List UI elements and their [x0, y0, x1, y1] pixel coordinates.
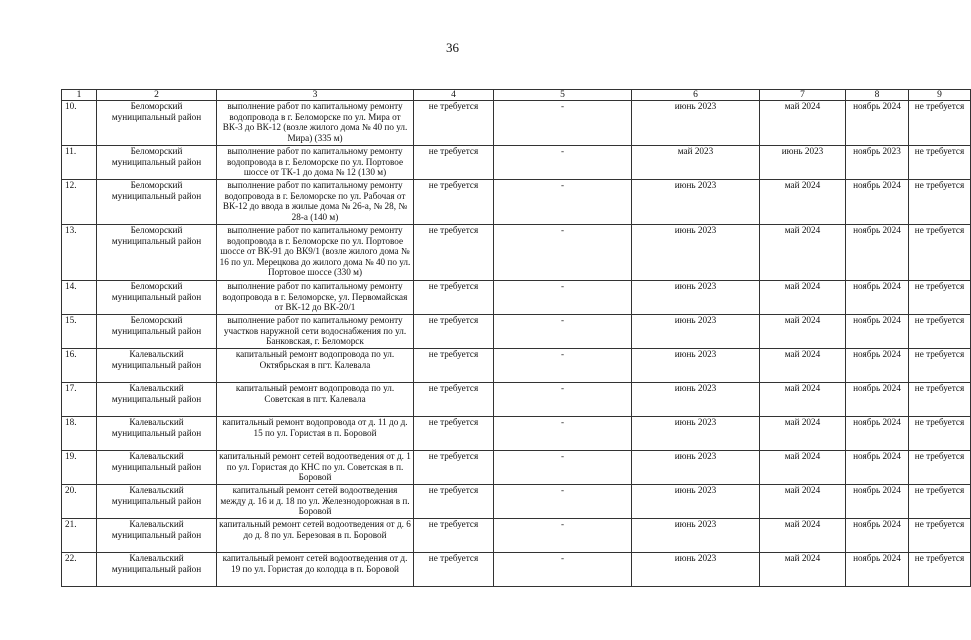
cell-col9: не требуется: [909, 281, 971, 315]
row-number: 11.: [62, 146, 97, 180]
cell-col7: май 2024: [760, 349, 846, 383]
cell-col8: ноябрь 2024: [846, 519, 909, 553]
cell-col7: май 2024: [760, 451, 846, 485]
table-row: [62, 451, 971, 485]
column-header: 3: [217, 90, 414, 101]
cell-col9: не требуется: [909, 101, 971, 146]
cell-col6: июнь 2023: [632, 485, 760, 519]
cell-col6: май 2023: [632, 146, 760, 180]
table-row: [62, 281, 971, 315]
district-cell: Калевальский муниципальный район: [97, 349, 217, 383]
column-header: 6: [632, 90, 760, 101]
cell-col6: июнь 2023: [632, 451, 760, 485]
cell-col5: -: [494, 315, 632, 349]
cell-col9: не требуется: [909, 417, 971, 451]
cell-col8: ноябрь 2024: [846, 101, 909, 146]
cell-col8: ноябрь 2024: [846, 349, 909, 383]
row-number: 16.: [62, 349, 97, 383]
cell-col5: -: [494, 417, 632, 451]
cell-col4: не требуется: [414, 519, 494, 553]
cell-col7: май 2024: [760, 553, 846, 587]
cell-col9: не требуется: [909, 315, 971, 349]
cell-col4: не требуется: [414, 383, 494, 417]
cell-col5: -: [494, 451, 632, 485]
cell-col7: май 2024: [760, 383, 846, 417]
table-row: [62, 383, 971, 417]
district-cell: Беломорский муниципальный район: [97, 146, 217, 180]
row-number: 22.: [62, 553, 97, 587]
column-header: 7: [760, 90, 846, 101]
cell-col5: -: [494, 180, 632, 225]
cell-col9: не требуется: [909, 225, 971, 281]
work-description-cell: капитальный ремонт сетей водоотведения от д. 19 по ул. Гористая до колодца в п. Боровой: [217, 553, 414, 587]
cell-col6: июнь 2023: [632, 180, 760, 225]
work-description-cell: капитальный ремонт сетей водоотведения от д. 6 до д. 8 по ул. Березовая в п. Боровой: [217, 519, 414, 553]
column-header: 9: [909, 90, 971, 101]
cell-col4: не требуется: [414, 281, 494, 315]
column-header: 4: [414, 90, 494, 101]
cell-col8: ноябрь 2024: [846, 553, 909, 587]
cell-col4: не требуется: [414, 146, 494, 180]
cell-col8: ноябрь 2024: [846, 485, 909, 519]
row-number: 19.: [62, 451, 97, 485]
cell-col9: не требуется: [909, 485, 971, 519]
row-number: 20.: [62, 485, 97, 519]
cell-col6: июнь 2023: [632, 101, 760, 146]
cell-col8: ноябрь 2024: [846, 417, 909, 451]
work-description-cell: выполнение работ по капитальному ремонту водопровода в г. Беломорске, ул. Первомайская от ВК-12 до ВК-20/1: [217, 281, 414, 315]
district-cell: Калевальский муниципальный район: [97, 383, 217, 417]
column-header: 8: [846, 90, 909, 101]
cell-col4: не требуется: [414, 101, 494, 146]
cell-col7: май 2024: [760, 315, 846, 349]
work-description-cell: капитальный ремонт сетей водоотведения между д. 16 и д. 18 по ул. Железнодорожная в п. Боровой: [217, 485, 414, 519]
cell-col5: -: [494, 485, 632, 519]
row-number: 10.: [62, 101, 97, 146]
cell-col4: не требуется: [414, 485, 494, 519]
district-cell: Калевальский муниципальный район: [97, 519, 217, 553]
cell-col4: не требуется: [414, 451, 494, 485]
cell-col5: -: [494, 146, 632, 180]
table-row: [62, 225, 971, 281]
district-cell: Калевальский муниципальный район: [97, 553, 217, 587]
cell-col7: май 2024: [760, 519, 846, 553]
cell-col6: июнь 2023: [632, 281, 760, 315]
table-row: [62, 315, 971, 349]
column-header: 1: [62, 90, 97, 101]
cell-col6: июнь 2023: [632, 553, 760, 587]
cell-col7: май 2024: [760, 485, 846, 519]
work-description-cell: выполнение работ по капитальному ремонту водопровода в г. Беломорске по ул. Рабочая от ВК-12 до ввода в жилые дома № 26-а, № 28, № 28-а (140 м): [217, 180, 414, 225]
district-cell: Беломорский муниципальный район: [97, 101, 217, 146]
row-number: 15.: [62, 315, 97, 349]
district-cell: Беломорский муниципальный район: [97, 180, 217, 225]
cell-col8: ноябрь 2024: [846, 225, 909, 281]
row-number: 14.: [62, 281, 97, 315]
work-description-cell: капитальный ремонт водопровода по ул. Советская в пгт. Калевала: [217, 383, 414, 417]
cell-col4: не требуется: [414, 417, 494, 451]
cell-col8: ноябрь 2024: [846, 451, 909, 485]
cell-col5: -: [494, 519, 632, 553]
district-cell: Калевальский муниципальный район: [97, 417, 217, 451]
district-cell: Беломорский муниципальный район: [97, 281, 217, 315]
cell-col6: июнь 2023: [632, 417, 760, 451]
cell-col6: июнь 2023: [632, 519, 760, 553]
cell-col8: ноябрь 2024: [846, 383, 909, 417]
cell-col5: -: [494, 225, 632, 281]
table-row: [62, 349, 971, 383]
work-description-cell: выполнение работ по капитальному ремонту водопровода в г. Беломорске по ул. Портовое шоссе от ТК-1 до дома № 12 (130 м): [217, 146, 414, 180]
work-description-cell: капитальный ремонт водопровода от д. 11 до д. 15 по ул. Гористая в п. Боровой: [217, 417, 414, 451]
table-row: [62, 485, 971, 519]
works-table: [61, 89, 971, 587]
district-cell: Беломорский муниципальный район: [97, 225, 217, 281]
cell-col9: не требуется: [909, 519, 971, 553]
cell-col9: не требуется: [909, 383, 971, 417]
cell-col4: не требуется: [414, 225, 494, 281]
row-number: 13.: [62, 225, 97, 281]
column-header: 2: [97, 90, 217, 101]
table-row: [62, 417, 971, 451]
cell-col8: ноябрь 2024: [846, 180, 909, 225]
column-number-row: [62, 90, 971, 101]
cell-col9: не требуется: [909, 451, 971, 485]
cell-col7: май 2024: [760, 180, 846, 225]
work-description-cell: выполнение работ по капитальному ремонту участков наружной сети водоснабжения по ул. Банковская, г. Беломорск: [217, 315, 414, 349]
table-row: [62, 553, 971, 587]
cell-col6: июнь 2023: [632, 349, 760, 383]
row-number: 17.: [62, 383, 97, 417]
cell-col7: июнь 2023: [760, 146, 846, 180]
table-row: [62, 101, 971, 146]
district-cell: Беломорский муниципальный район: [97, 315, 217, 349]
cell-col4: не требуется: [414, 180, 494, 225]
district-cell: Калевальский муниципальный район: [97, 451, 217, 485]
cell-col4: не требуется: [414, 315, 494, 349]
cell-col5: -: [494, 101, 632, 146]
row-number: 21.: [62, 519, 97, 553]
cell-col6: июнь 2023: [632, 225, 760, 281]
cell-col5: -: [494, 553, 632, 587]
page-number: 36: [446, 40, 459, 55]
cell-col9: не требуется: [909, 146, 971, 180]
cell-col4: не требуется: [414, 349, 494, 383]
cell-col9: не требуется: [909, 553, 971, 587]
cell-col8: ноябрь 2024: [846, 315, 909, 349]
work-description-cell: выполнение работ по капитальному ремонту водопровода в г. Беломорске по ул. Портовое шоссе от ВК-91 до ВК9/1 (возле жилого дома № 16 по ул. Мерецкова до жилого дома № 40 по ул. Портовое шоссе (330 м): [217, 225, 414, 281]
table-row: [62, 519, 971, 553]
cell-col7: май 2024: [760, 101, 846, 146]
cell-col5: -: [494, 281, 632, 315]
work-description-cell: капитальный ремонт водопровода по ул. Октябрьская в пгт. Калевала: [217, 349, 414, 383]
cell-col6: июнь 2023: [632, 383, 760, 417]
cell-col4: не требуется: [414, 553, 494, 587]
column-header: 5: [494, 90, 632, 101]
cell-col8: ноябрь 2024: [846, 281, 909, 315]
cell-col7: май 2024: [760, 225, 846, 281]
cell-col5: -: [494, 383, 632, 417]
cell-col7: май 2024: [760, 281, 846, 315]
cell-col9: не требуется: [909, 180, 971, 225]
work-description-cell: выполнение работ по капитальному ремонту водопровода в г. Беломорске по ул. Мира от ВК-3 до ВК-12 (возле жилого дома № 40 по ул. Мира) (335 м): [217, 101, 414, 146]
work-description-cell: капитальный ремонт сетей водоотведения от д. 1 по ул. Гористая до КНС по ул. Советская в п. Боровой: [217, 451, 414, 485]
district-cell: Калевальский муниципальный район: [97, 485, 217, 519]
cell-col6: июнь 2023: [632, 315, 760, 349]
table-row: [62, 146, 971, 180]
cell-col5: -: [494, 349, 632, 383]
row-number: 12.: [62, 180, 97, 225]
cell-col8: ноябрь 2023: [846, 146, 909, 180]
table-row: [62, 180, 971, 225]
cell-col9: не требуется: [909, 349, 971, 383]
row-number: 18.: [62, 417, 97, 451]
cell-col7: май 2024: [760, 417, 846, 451]
